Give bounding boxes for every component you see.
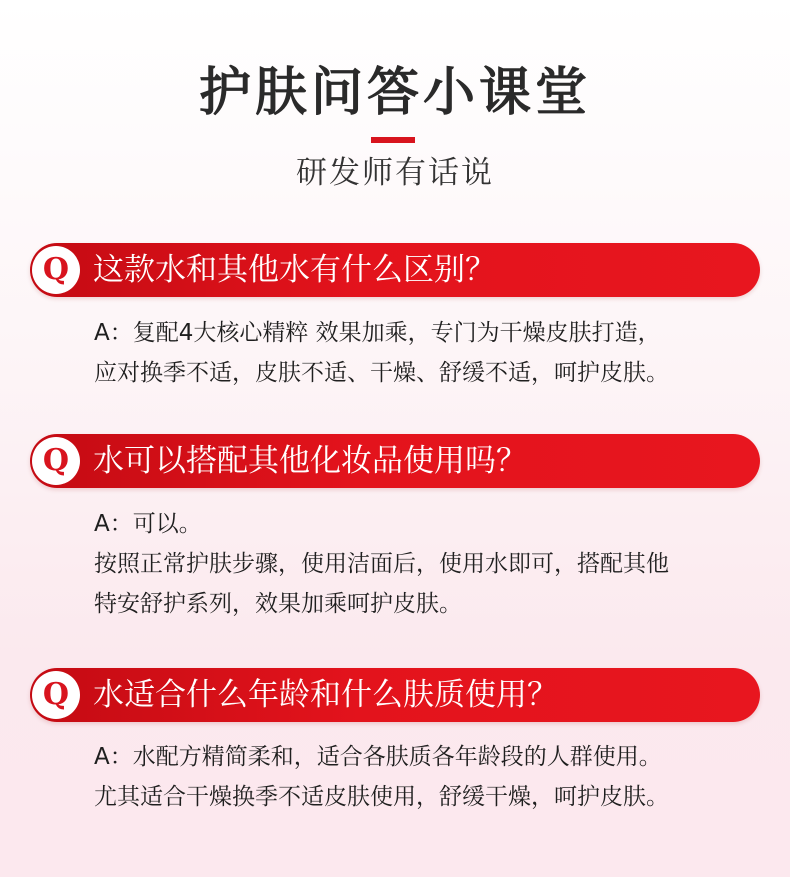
question-text: 水可以搭配其他化妆品使用吗？ [93,443,527,479]
page-title: 护肤问答小课堂 [198,62,591,123]
q-badge-icon: Q [32,246,80,294]
q-badge-icon: Q [32,671,80,719]
question-text: 水适合什么年龄和什么肤质使用？ [93,677,558,713]
title-underline [371,137,415,143]
answer-line: A：水配方精简柔和，适合各肤质各年龄段的人群使用。 [94,744,662,770]
answer-line: A：复配4大核心精粹 效果加乘，专门为干燥皮肤打造， [94,320,661,346]
answer-line: 特安舒护系列，效果加乘呵护皮肤。 [94,591,462,617]
answer-line: 按照正常护肤步骤，使用洁面后，使用水即可，搭配其他 [94,551,669,577]
answer-line: 尤其适合干燥换季不适皮肤使用，舒缓干燥，呵护皮肤。 [94,784,669,810]
answer-line: 应对换季不适，皮肤不适、干燥、舒缓不适，呵护皮肤。 [94,360,669,386]
question-bar [30,434,760,488]
page-subtitle: 研发师有话说 [296,155,494,191]
answer-line: A：可以。 [94,511,202,537]
q-badge-icon: Q [32,437,80,485]
question-text: 这款水和其他水有什么区别？ [93,252,496,288]
answer-text [94,737,669,817]
answer-text [94,504,669,624]
answer-text [94,313,669,393]
question-bar [30,668,760,722]
question-bar [30,243,760,297]
